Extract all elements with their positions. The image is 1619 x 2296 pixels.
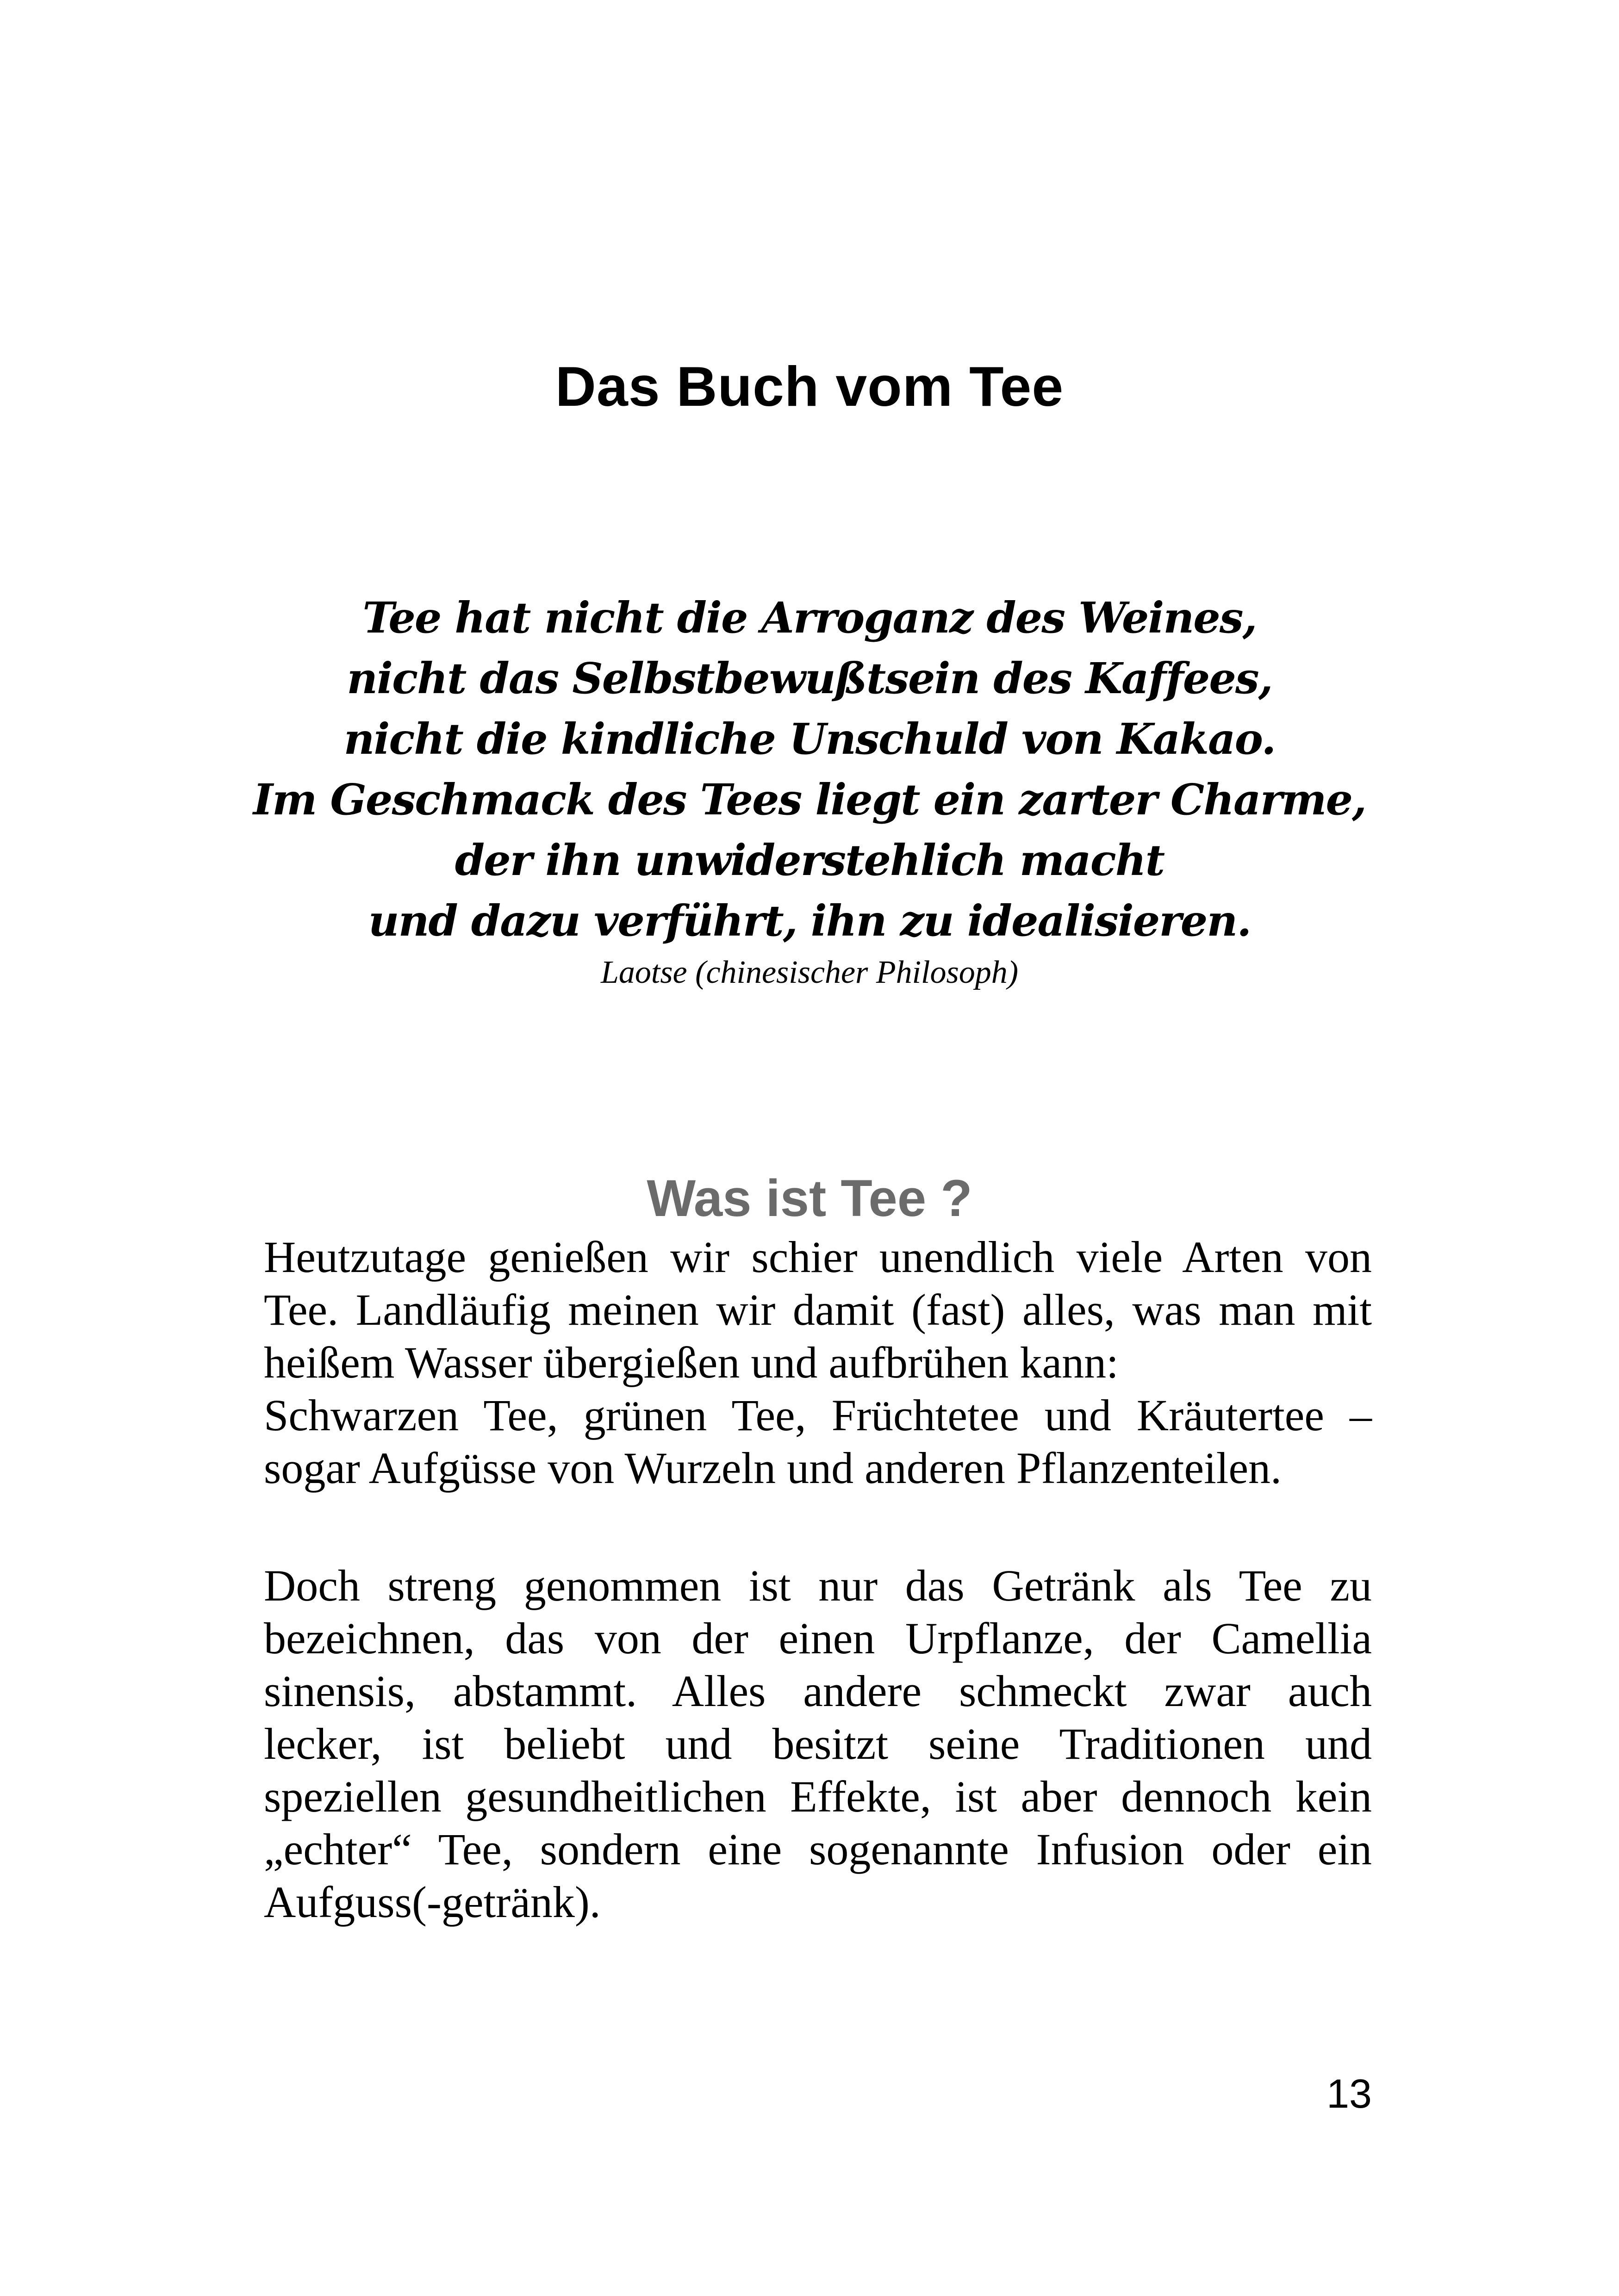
body-paragraph <box>264 1559 1372 1929</box>
paragraph-line: Doch streng genommen ist nur das Getränk als Tee zu <box>264 1561 1372 1610</box>
paragraph-line: Tee. Landläufig meinen wir damit (fast) alles, was man mit <box>264 1285 1372 1334</box>
quote-line: nicht das Selbstbewußtsein des Kaffees, <box>347 653 1272 703</box>
paragraph-line: bezeichnen, das von der einen Urpflanze, der Camellia <box>264 1613 1372 1663</box>
quote-line: der ihn unwiderstehlich macht <box>455 835 1164 885</box>
paragraph-line: Schwarzen Tee, grünen Tee, Früchtetee und Kräutertee – <box>264 1390 1372 1440</box>
paragraph-line: sinensis, abstammt. Alles andere schmeckt zwar auch <box>264 1666 1372 1716</box>
body-paragraph <box>264 1231 1372 1495</box>
paragraph-line: „echter“ Tee, sondern eine sogenannte Infusion oder ein <box>264 1824 1372 1874</box>
page-title: Das Buch vom Tee <box>555 355 1064 418</box>
paragraph-line: heißem Wasser übergießen und aufbrühen kann: <box>264 1338 1119 1387</box>
paragraph-line: Heutzutage genießen wir schier unendlich viele Arten von <box>264 1232 1372 1282</box>
page-number: 13 <box>1326 2071 1372 2116</box>
quote-attribution: Laotse (chinesischer Philosoph) <box>600 955 1019 990</box>
section-heading: Was ist Tee ? <box>647 1169 972 1227</box>
quote-line: Tee hat nicht die Arroganz des Weines, <box>362 593 1257 643</box>
paragraph-line: lecker, ist beliebt und besitzt seine Traditionen und <box>264 1719 1372 1769</box>
quote-line: und dazu verführt, ihn zu idealisieren. <box>368 896 1251 946</box>
paragraph-line: speziellen gesundheitlichen Effekte, ist aber dennoch kein <box>264 1772 1372 1821</box>
paragraph-line: sogar Aufgüsse von Wurzeln und anderen Pflanzenteilen. <box>264 1443 1282 1493</box>
quote-line: nicht die kindliche Unschuld von Kakao. <box>343 714 1276 764</box>
quote-line: Im Geschmack des Tees liegt ein zarter Charme, <box>253 775 1366 825</box>
epigraph-quote <box>0 588 1619 951</box>
paragraph-line: Aufguss(-getränk). <box>264 1877 601 1927</box>
